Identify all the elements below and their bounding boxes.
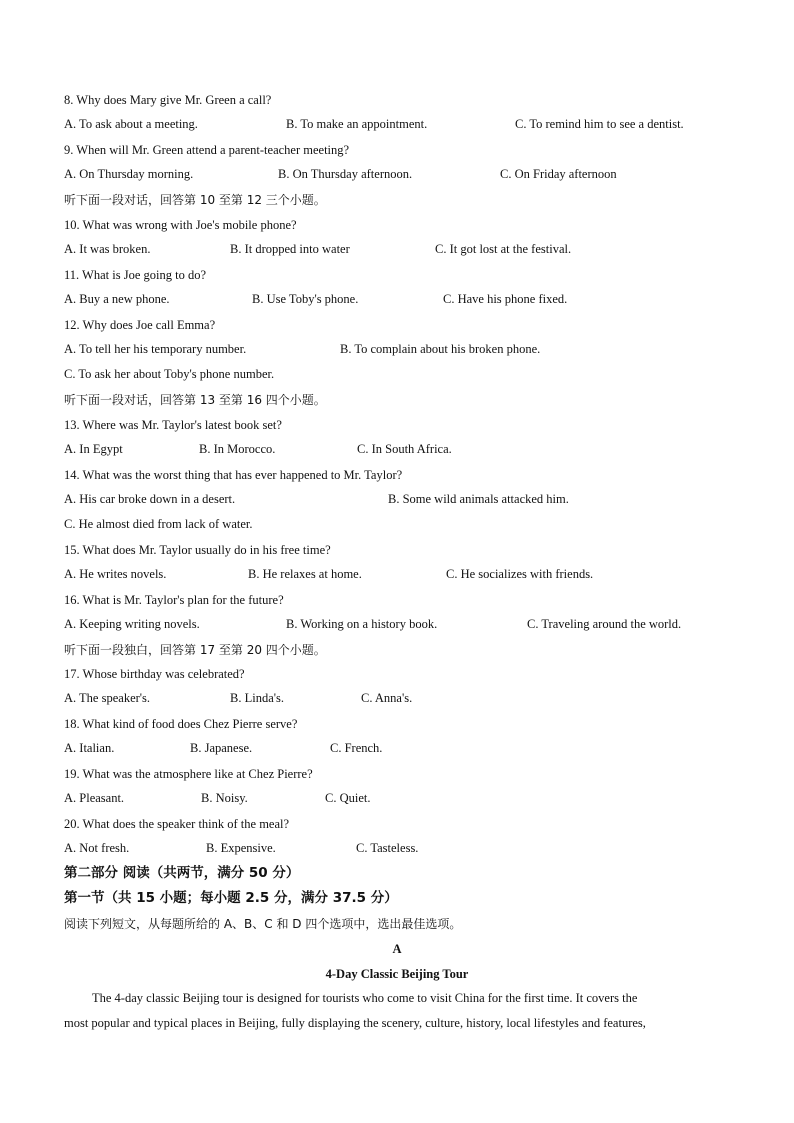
q18-option-a: A. Italian. [64, 741, 115, 755]
q9-option-b: B. On Thursday afternoon. [278, 167, 413, 181]
q20-option-c: C. Tasteless. [356, 841, 419, 855]
instruction-q10-12: 听下面一段对话，回答第 10 至第 12 三个小题。 [64, 193, 326, 207]
question-19: 19. What was the atmosphere like at Chez Pierre? [64, 767, 313, 781]
part2-title: 第二部分 阅读（共两节，满分 50 分） [64, 865, 300, 881]
instruction-q13-16: 听下面一段对话，回答第 13 至第 16 四个小题。 [64, 393, 326, 407]
question-11: 11. What is Joe going to do? [64, 268, 206, 282]
question-9: 9. When will Mr. Green attend a parent-teacher meeting? [64, 143, 350, 157]
question-17: 17. Whose birthday was celebrated? [64, 667, 245, 681]
q18-option-b: B. Japanese. [190, 741, 253, 755]
q15-option-b: B. He relaxes at home. [248, 567, 362, 581]
q17-option-a: A. The speaker's. [64, 691, 151, 705]
q11-option-c: C. Have his phone fixed. [443, 292, 568, 306]
q8-option-c: C. To remind him to see a dentist. [515, 117, 684, 131]
q20-option-a: A. Not fresh. [64, 841, 130, 855]
question-16: 16. What is Mr. Taylor's plan for the future? [64, 593, 284, 607]
q16-option-a: A. Keeping writing novels. [64, 617, 200, 631]
section1-title: 第一节（共 15 小题；每小题 2.5 分，满分 37.5 分） [64, 890, 398, 906]
q17-option-b: B. Linda's. [230, 691, 284, 705]
q18-option-c: C. French. [330, 741, 383, 755]
question-18: 18. What kind of food does Chez Pierre serve? [64, 717, 298, 731]
q14-option-a: A. His car broke down in a desert. [64, 492, 236, 506]
passage-letter: A [392, 942, 402, 956]
q16-option-c: C. Traveling around the world. [527, 617, 682, 631]
q19-option-a: A. Pleasant. [64, 791, 125, 805]
question-14: 14. What was the worst thing that has ever happened to Mr. Taylor? [64, 468, 403, 482]
question-15: 15. What does Mr. Taylor usually do in his free time? [64, 543, 331, 557]
q12-option-b: B. To complain about his broken phone. [340, 342, 541, 356]
q9-option-a: A. On Thursday morning. [64, 167, 194, 181]
q9-option-c: C. On Friday afternoon [500, 167, 617, 181]
q13-option-b: B. In Morocco. [199, 442, 276, 456]
question-8: 8. Why does Mary give Mr. Green a call? [64, 93, 272, 107]
question-10: 10. What was wrong with Joe's mobile phone? [64, 218, 297, 232]
q10-option-a: A. It was broken. [64, 242, 151, 256]
q15-option-a: A. He writes novels. [64, 567, 167, 581]
q8-option-b: B. To make an appointment. [286, 117, 428, 131]
q10-option-c: C. It got lost at the festival. [435, 242, 572, 256]
q10-option-b: B. It dropped into water [230, 242, 350, 256]
passage-title: 4-Day Classic Beijing Tour [325, 967, 469, 981]
q11-option-a: A. Buy a new phone. [64, 292, 170, 306]
q19-option-c: C. Quiet. [325, 791, 371, 805]
q11-option-b: B. Use Toby's phone. [252, 292, 359, 306]
q12-option-c: C. To ask her about Toby's phone number. [64, 367, 275, 381]
q12-option-a: A. To tell her his temporary number. [64, 342, 247, 356]
q19-option-b: B. Noisy. [201, 791, 248, 805]
q15-option-c: C. He socializes with friends. [446, 567, 594, 581]
q17-option-c: C. Anna's. [361, 691, 413, 705]
passage-line-1: The 4-day classic Beijing tour is designed for tourists who come to visit China for the first time. It covers the [92, 991, 638, 1005]
instruction-q17-20: 听下面一段独白，回答第 17 至第 20 四个小题。 [64, 643, 326, 657]
q14-option-c: C. He almost died from lack of water. [64, 517, 253, 531]
q14-option-b: B. Some wild animals attacked him. [388, 492, 569, 506]
q13-option-c: C. In South Africa. [357, 442, 452, 456]
passage-line-2: most popular and typical places in Beijing, fully displaying the scenery, culture, history, local lifestyles and features, [64, 1016, 646, 1030]
question-20: 20. What does the speaker think of the meal? [64, 817, 290, 831]
question-12: 12. Why does Joe call Emma? [64, 318, 216, 332]
reading-directions: 阅读下列短文，从每题所给的 A、B、C 和 D 四个选项中，选出最佳选项。 [64, 917, 462, 931]
question-13: 13. Where was Mr. Taylor's latest book set? [64, 418, 282, 432]
q13-option-a: A. In Egypt [64, 442, 123, 456]
q8-option-a: A. To ask about a meeting. [64, 117, 198, 131]
q20-option-b: B. Expensive. [206, 841, 276, 855]
q16-option-b: B. Working on a history book. [286, 617, 438, 631]
